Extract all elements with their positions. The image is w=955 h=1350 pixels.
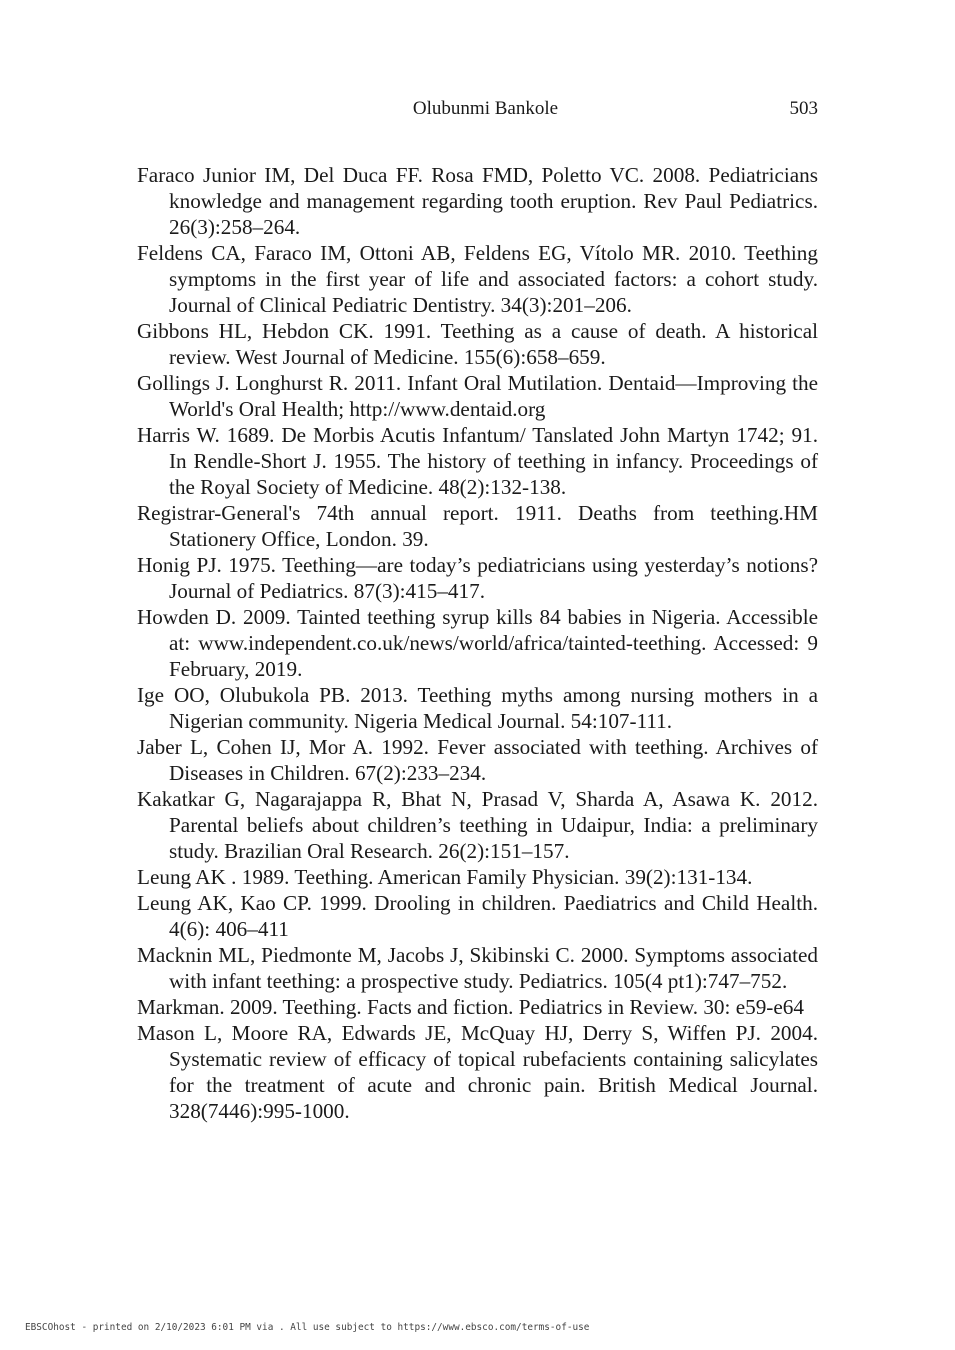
reference-item: Ige OO, Olubukola PB. 2013. Teething myths among nursing mothers in a Nigerian community. Nigeria Medical Journal. 54:107-111.	[137, 683, 818, 733]
running-head-author: Olubunmi Bankole	[412, 98, 559, 119]
reference-item: Mason L, Moore RA, Edwards JE, McQuay HJ, Derry S, Wiffen PJ. 2004. Systematic review of efficacy of topical rubefacients containing salicylates for the treatment of acute and chronic pain. British Medical Journal. 328(7446):995-1000.	[137, 1021, 818, 1123]
ebsco-footer-note: EBSCOhost - printed on 2/10/2023 6:01 PM via . All use subject to https://www.ebsco.com/terms-of-use	[25, 1322, 590, 1333]
reference-item: Honig PJ. 1975. Teething—are today’s pediatricians using yesterday’s notions? Journal of Pediatrics. 87(3):415–417.	[137, 553, 818, 603]
running-head	[137, 96, 818, 122]
reference-item: Harris W. 1689. De Morbis Acutis Infantum/ Tanslated John Martyn 1742; 91. In Rendle-Short J. 1955. The history of teething in infancy. Proceedings of the Royal Society of Medicine. 48(2):132-138.	[137, 423, 818, 499]
reference-item: Kakatkar G, Nagarajappa R, Bhat N, Prasad V, Sharda A, Asawa K. 2012. Parental beliefs about children’s teething in Udaipur, India: a preliminary study. Brazilian Oral Research. 26(2):151–157.	[137, 787, 818, 863]
page-number: 503	[789, 98, 818, 119]
reference-item: Jaber L, Cohen IJ, Mor A. 1992. Fever associated with teething. Archives of Diseases in Children. 67(2):233–234.	[137, 735, 818, 785]
reference-item: Gollings J. Longhurst R. 2011. Infant Oral Mutilation. Dentaid—Improving the World's Oral Health; http://www.dentaid.org	[137, 371, 818, 421]
reference-list	[137, 162, 818, 1124]
reference-item: Howden D. 2009. Tainted teething syrup kills 84 babies in Nigeria. Accessible at: www.independent.co.uk/news/world/africa/tainted-teething. Accessed: 9 February, 2019.	[137, 605, 818, 681]
reference-item: Feldens CA, Faraco IM, Ottoni AB, Feldens EG, Vítolo MR. 2010. Teething symptoms in the first year of life and associated factors: a cohort study. Journal of Clinical Pediatric Dentistry. 34(3):201–206.	[137, 241, 818, 317]
reference-item: Macknin ML, Piedmonte M, Jacobs J, Skibinski C. 2000. Symptoms associated with infant teething: a prospective study. Pediatrics. 105(4 pt1):747–752.	[137, 943, 818, 993]
reference-item: Faraco Junior IM, Del Duca FF. Rosa FMD, Poletto VC. 2008. Pediatricians knowledge and management regarding tooth eruption. Rev Paul Pediatrics. 26(3):258–264.	[137, 163, 818, 239]
reference-item: Gibbons HL, Hebdon CK. 1991. Teething as a cause of death. A historical review. West Journal of Medicine. 155(6):658–659.	[137, 319, 818, 369]
reference-item: Markman. 2009. Teething. Facts and fiction. Pediatrics in Review. 30: e59-e64	[137, 995, 804, 1019]
reference-item: Leung AK . 1989. Teething. American Family Physician. 39(2):131-134.	[137, 865, 753, 889]
reference-item: Leung AK, Kao CP. 1999. Drooling in children. Paediatrics and Child Health. 4(6): 406–411	[137, 891, 818, 941]
reference-item: Registrar-General's 74th annual report. 1911. Deaths from teething.HM Stationery Office, London. 39.	[137, 501, 818, 551]
